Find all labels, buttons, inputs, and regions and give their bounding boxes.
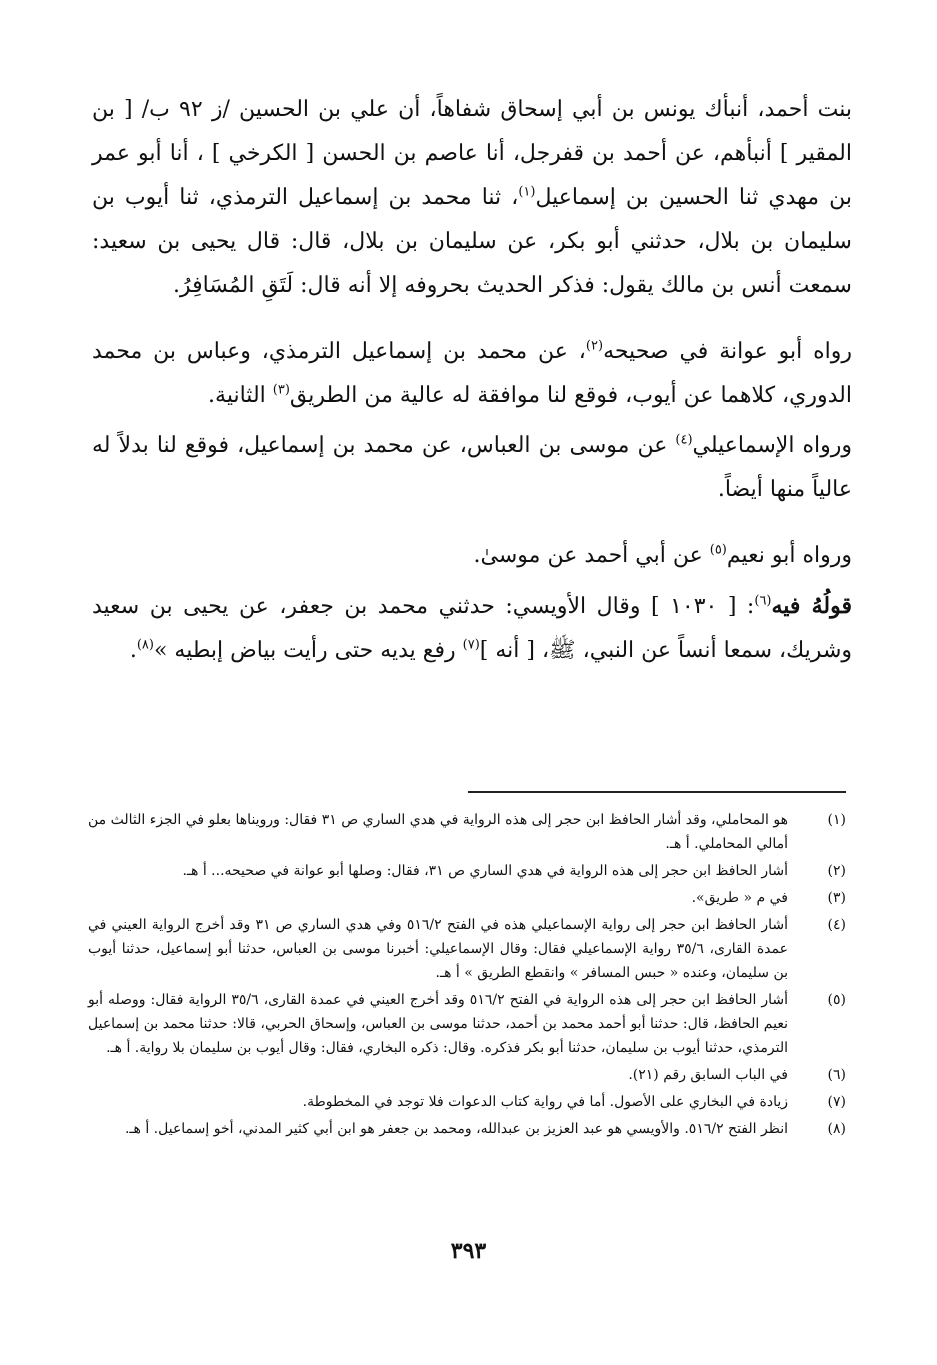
footnote-text: زيادة في البخاري على الأصول. أما في رواية كتاب الدعوات فلا توجد في المخطوطة.	[302, 1094, 788, 1110]
footnote-item	[88, 859, 846, 883]
footnote-ref-6[interactable]: (٦)	[754, 593, 772, 609]
paragraph-2	[92, 330, 852, 418]
footnote-text: أشار الحافظ ابن حجر إلى هذه الرواية في الفتح ٥١٦/٢ وقد أخرج العيني في عمدة القارى، ٣٥/٦ الرواية فقال: ووصله أبو نعيم الحافظ، قال: حدثنا أبو أحمد محمد بن أحمد، حدثنا موسى بن العباس، وإسحاق الحربي، قالا: حدثنا محمد بن إسماعيل الترمذي، حدثنا أيوب بن سليمان، حدثنا أبو بكر فذكره. وقال: ذكره البخاري، فقال: وقال أيوب بن سليمان بلا رواية. أ هـ.	[88, 992, 788, 1056]
paragraph-5-text: : [ ١٠٣٠ ] وقال الأويسي: حدثني محمد بن جعفر، عن يحيى بن سعيد وشريك، سمعا أنساً عن النبي، ﷺ، [ أنه ]	[92, 594, 852, 663]
paragraph-4-text: ورواه أبو نعيم	[726, 543, 852, 568]
paragraph-4	[92, 534, 852, 578]
paragraph-3	[92, 424, 852, 512]
paragraph-5-lead: قولُهُ فيه	[771, 593, 853, 619]
footnote-item	[88, 913, 846, 985]
footnote-number: (٣)	[827, 890, 846, 906]
footnote-text: أشار الحافظ ابن حجر إلى رواية الإسماعيلي هذه في الفتح ٥١٦/٢ وفي هدي الساري ص ٣١ وقد أخرج الرواية العيني في عمدة القارى، ٣٥/٦ رواية الإسماعيلي فقال: وقال الإسماعيلي: أخبرنا موسى بن العباس، حدثنا أبو إسماعيل، حدثنا أيوب بن سليمان، وعنده « حبس المسافر » وانقطع الطريق » أ هـ.	[88, 917, 789, 981]
footnote-item	[88, 886, 846, 910]
footnote-item	[88, 988, 846, 1060]
paragraph-1-text-cont: ، ثنا محمد بن إسماعيل الترمذي، ثنا أيوب بن سليمان بن بلال، حدثني أبو بكر، عن سليمان بن بلال، قال: قال يحيى بن سعيد: سمعت أنس بن مالك يقول: فذكر الحديث بحروفه إلا أنه قال: لَتَقِ المُسَافِرُ.	[92, 185, 852, 298]
footnote-text: هو المحاملي، وقد أشار الحافظ ابن حجر إلى هذه الرواية في هدي الساري ص ٣١ فقال: ورويناها بعلو في الجزء الثالث من أمالي المحاملي. أ هـ.	[88, 812, 789, 852]
footnote-number: (٧)	[827, 1094, 846, 1110]
paragraph-4-text-cont: عن أبي أحمد عن موسىٰ.	[473, 543, 710, 568]
footnote-number: (٢)	[827, 863, 846, 879]
paragraph-5-text-cont: رفع يديه حتى رأيت بياض إبطيه »	[153, 638, 463, 663]
paragraph-2-text-end: الثانية.	[208, 383, 273, 408]
footnote-ref-5[interactable]: (٥)	[709, 542, 727, 558]
footnote-ref-8[interactable]: (٨)	[136, 637, 154, 653]
footnote-item	[88, 808, 846, 856]
footnote-ref-2[interactable]: (٢)	[585, 338, 604, 354]
footnote-number: (٥)	[827, 992, 846, 1008]
paragraph-2-text: رواه أبو عوانة في صحيحه	[603, 339, 852, 364]
footnotes	[88, 808, 846, 1144]
paragraph-5-text-end: .	[129, 638, 137, 663]
paragraph-1-text: بنت أحمد، أنبأك يونس بن أبي إسحاق شفاهاً، أن علي بن الحسين /ز ٩٢ ب/ [ بن المقير ] أنبأهم، عن أحمد بن قفرجل، أنا عاصم بن الحسن [ الكرخي ] ، أنا أبو عمر بن مهدي ثنا الحسين بن إسماعيل	[92, 97, 853, 210]
footnote-number: (٨)	[827, 1121, 846, 1137]
paragraph-1	[92, 88, 852, 308]
footnote-number: (١)	[827, 812, 846, 828]
footnote-item	[88, 1063, 846, 1087]
page-number: ٣٩٣	[450, 1238, 487, 1264]
footnote-ref-4[interactable]: (٤)	[675, 432, 693, 448]
footnote-item	[88, 1090, 846, 1114]
paragraph-3-text: ورواه الإسماعيلي	[692, 433, 852, 458]
paragraph-5	[92, 584, 852, 673]
paragraph-3-text-cont: عن موسى بن العباس، عن محمد بن إسماعيل، فوقع لنا بدلاً له عالياً منها أيضاً.	[92, 433, 852, 502]
main-text	[92, 88, 852, 673]
footnote-text: في الباب السابق رقم (٢١).	[628, 1067, 788, 1083]
footnote-text: انظر الفتح ٥١٦/٢. والأويسي هو عبد العزيز بن عبدالله، ومحمد بن جعفر هو ابن أبي كثير المدني، أخو إسماعيل. أ هـ.	[124, 1121, 788, 1137]
footnote-item	[88, 1117, 846, 1141]
footnote-number: (٦)	[827, 1067, 846, 1083]
footnote-ref-1[interactable]: (١)	[518, 184, 536, 200]
footnote-text: في م « طريق».	[691, 890, 788, 906]
footnote-ref-7[interactable]: (٧)	[462, 637, 480, 653]
footnote-ref-3[interactable]: (٣)	[272, 382, 290, 398]
paragraph-2-text-cont: ، عن محمد بن إسماعيل الترمذي، وعباس بن محمد الدوري، كلاهما عن أيوب، فوقع لنا موافقة له عالية من الطريق	[92, 339, 852, 408]
footnote-text: أشار الحافظ ابن حجر إلى هذه الرواية في هدي الساري ص ٣١، فقال: وصلها أبو عوانة في صحيحه... أ هـ.	[182, 863, 788, 879]
footnote-number: (٤)	[827, 917, 846, 933]
footnote-divider	[468, 791, 846, 793]
